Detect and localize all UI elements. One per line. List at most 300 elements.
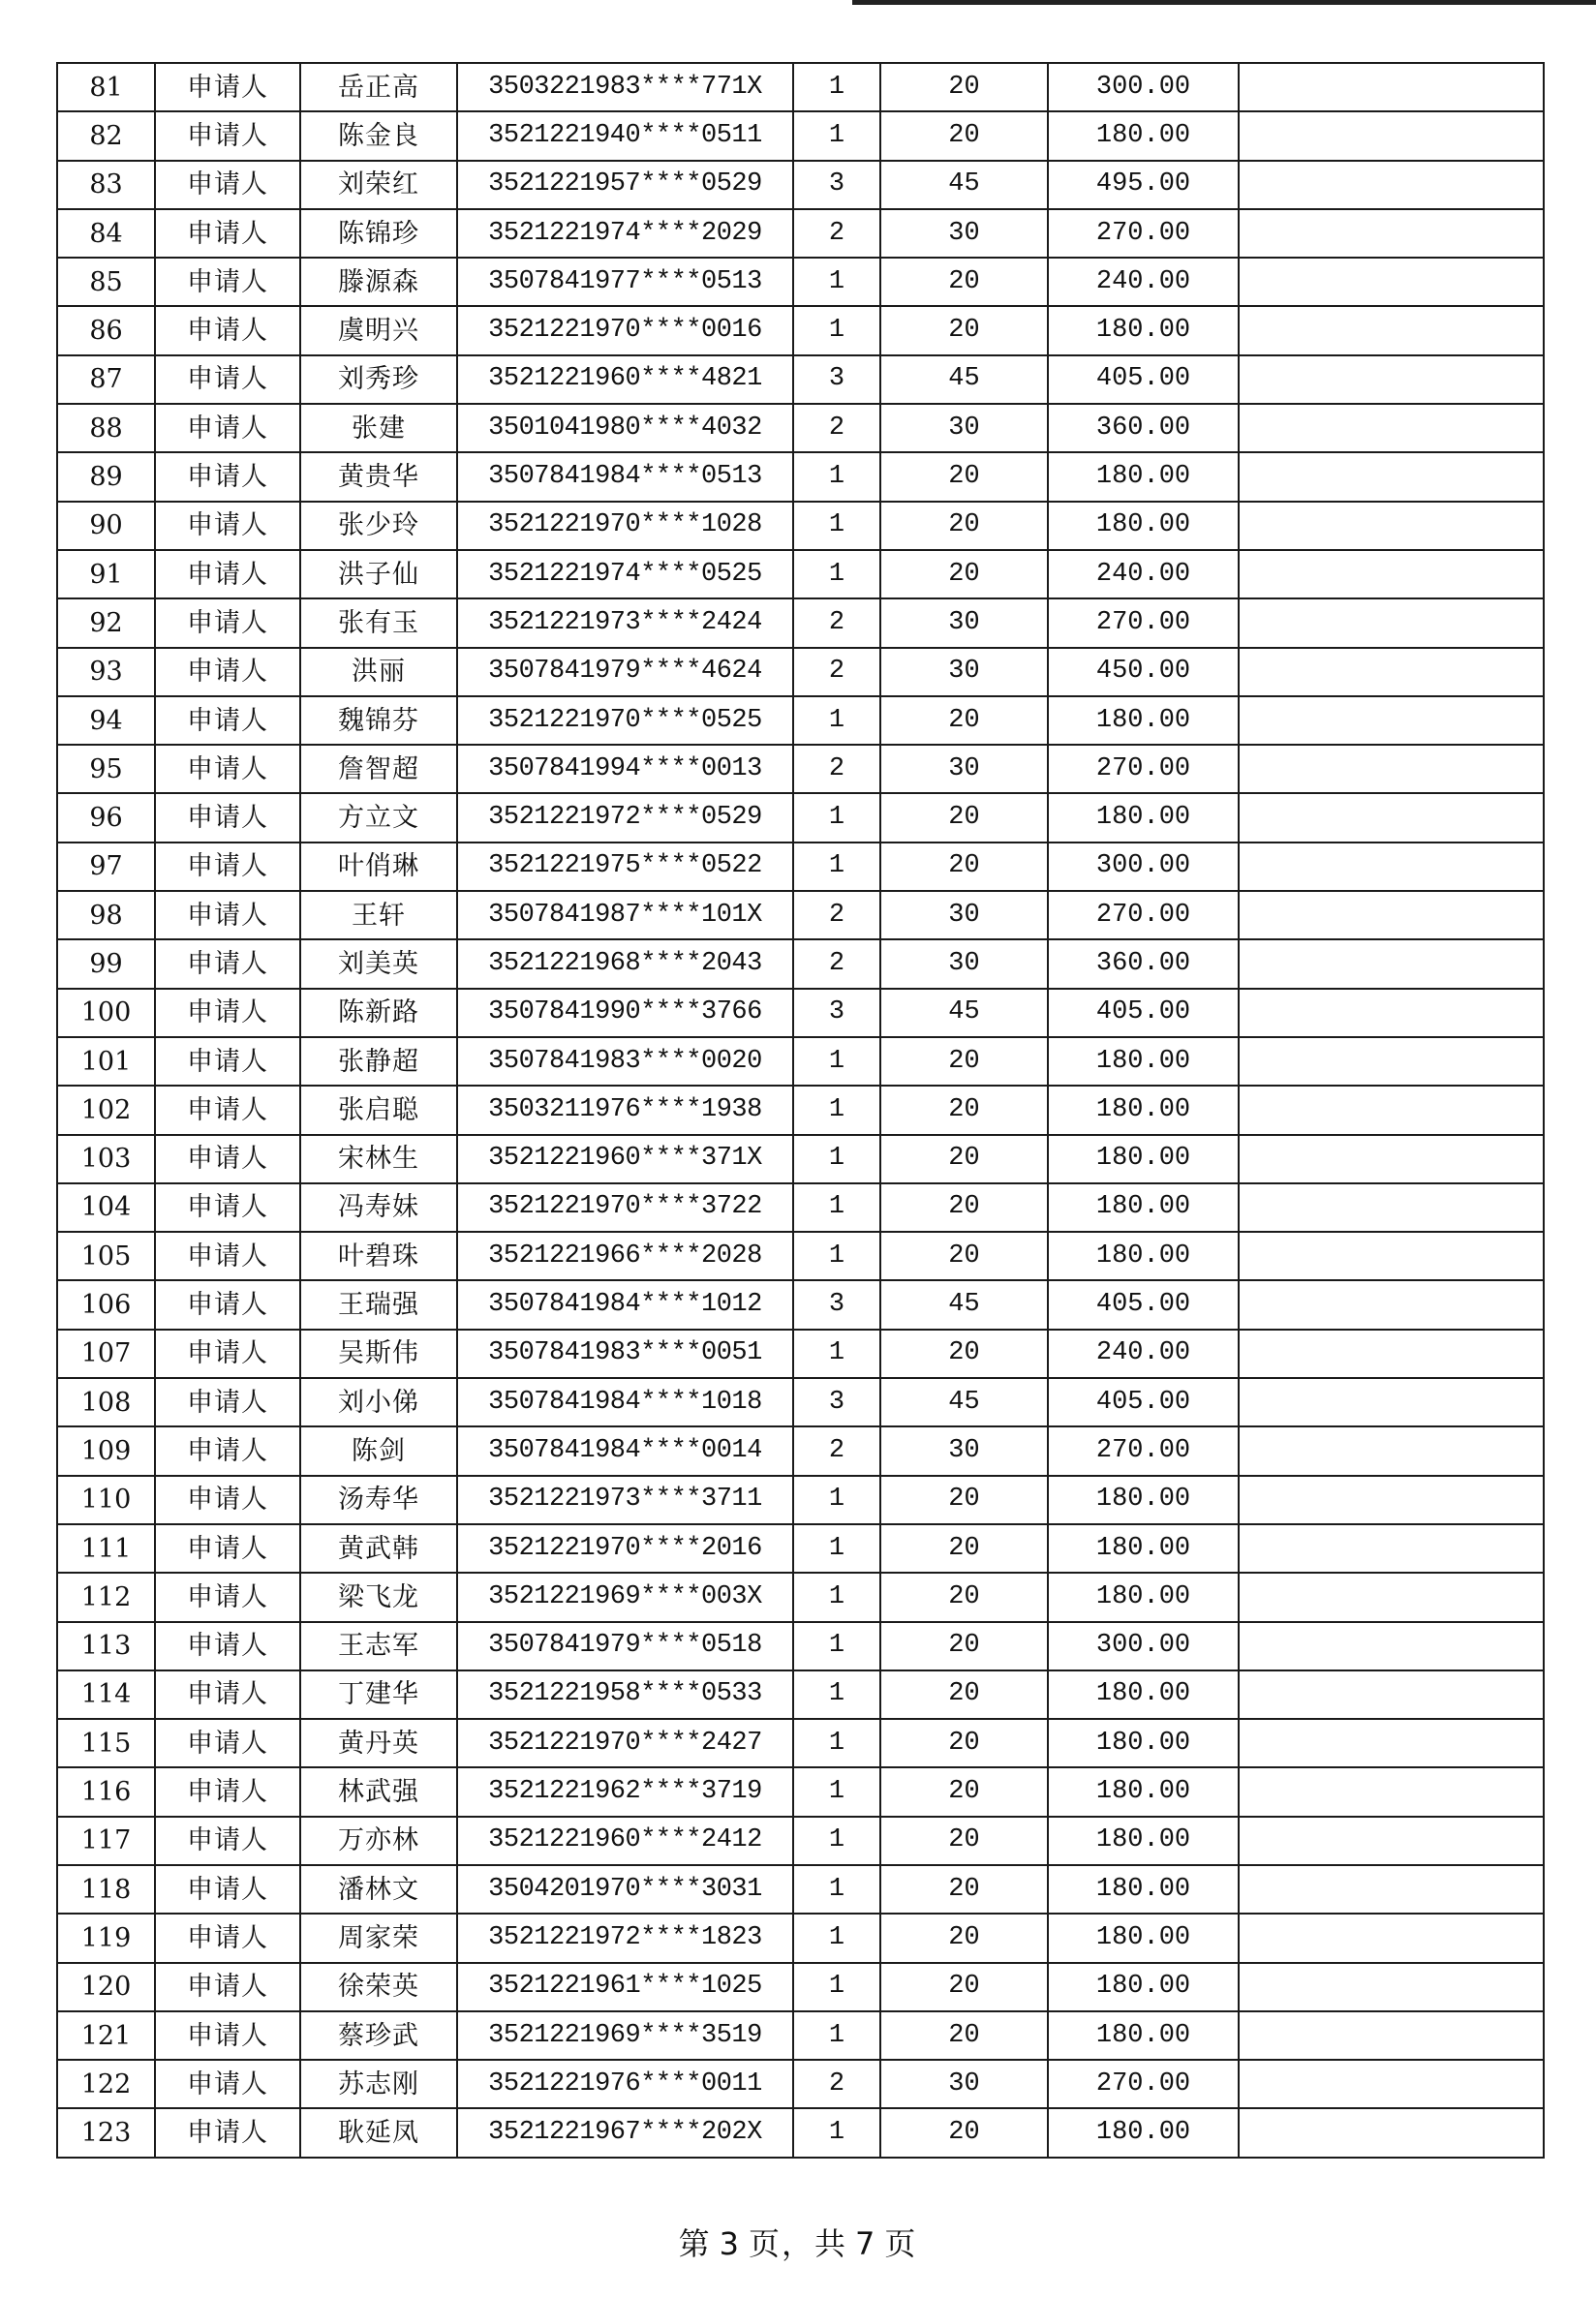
amount-cell: 360.00 [1048, 939, 1239, 988]
name-cell: 魏锦芬 [300, 696, 457, 745]
remarks-cell [1239, 1378, 1544, 1426]
quantity-cell: 20 [880, 1767, 1048, 1816]
quantity-cell: 45 [880, 355, 1048, 404]
role-cell: 申请人 [155, 843, 300, 891]
role-cell: 申请人 [155, 258, 300, 306]
row-index: 104 [57, 1183, 155, 1232]
role-cell: 申请人 [155, 1865, 300, 1914]
remarks-cell [1239, 1622, 1544, 1670]
quantity-cell: 20 [880, 1037, 1048, 1086]
id-number-cell: 3507841983****0051 [457, 1330, 793, 1378]
table-row [57, 355, 1544, 404]
row-index: 86 [57, 306, 155, 354]
table-row [57, 1135, 1544, 1183]
row-index: 82 [57, 111, 155, 160]
quantity-cell: 20 [880, 258, 1048, 306]
id-number-cell: 3521221940****0511 [457, 111, 793, 160]
role-cell: 申请人 [155, 793, 300, 842]
amount-cell: 240.00 [1048, 1330, 1239, 1378]
quantity-cell: 20 [880, 1622, 1048, 1670]
name-cell: 蔡珍武 [300, 2011, 457, 2060]
table-row [57, 306, 1544, 354]
amount-cell: 270.00 [1048, 2060, 1239, 2108]
name-cell: 耿延凤 [300, 2108, 457, 2157]
remarks-cell [1239, 1963, 1544, 2011]
count-cell: 1 [793, 1524, 880, 1573]
amount-cell: 180.00 [1048, 1232, 1239, 1280]
id-number-cell: 3521221973****3711 [457, 1476, 793, 1524]
remarks-cell [1239, 1817, 1544, 1865]
table-row [57, 1086, 1544, 1134]
name-cell: 潘林文 [300, 1865, 457, 1914]
quantity-cell: 45 [880, 1280, 1048, 1329]
amount-cell: 180.00 [1048, 1914, 1239, 1962]
quantity-cell: 20 [880, 63, 1048, 111]
amount-cell: 240.00 [1048, 550, 1239, 598]
remarks-cell [1239, 745, 1544, 793]
row-index: 112 [57, 1573, 155, 1621]
table-row [57, 1622, 1544, 1670]
table-row [57, 2108, 1544, 2157]
row-index: 90 [57, 502, 155, 550]
count-cell: 1 [793, 1330, 880, 1378]
id-number-cell: 3521221970****0525 [457, 696, 793, 745]
count-cell: 1 [793, 1865, 880, 1914]
quantity-cell: 20 [880, 1524, 1048, 1573]
role-cell: 申请人 [155, 1280, 300, 1329]
id-number-cell: 3501041980****4032 [457, 404, 793, 452]
amount-cell: 405.00 [1048, 989, 1239, 1037]
row-index: 103 [57, 1135, 155, 1183]
remarks-cell [1239, 793, 1544, 842]
role-cell: 申请人 [155, 1573, 300, 1621]
amount-cell: 300.00 [1048, 843, 1239, 891]
id-number-cell: 3521221966****2028 [457, 1232, 793, 1280]
role-cell: 申请人 [155, 1232, 300, 1280]
table-row [57, 1963, 1544, 2011]
row-index: 115 [57, 1719, 155, 1767]
name-cell: 汤寿华 [300, 1476, 457, 1524]
row-index: 88 [57, 404, 155, 452]
quantity-cell: 30 [880, 209, 1048, 258]
id-number-cell: 3521221970****2427 [457, 1719, 793, 1767]
name-cell: 张有玉 [300, 598, 457, 647]
amount-cell: 180.00 [1048, 1865, 1239, 1914]
remarks-cell [1239, 1865, 1544, 1914]
amount-cell: 180.00 [1048, 502, 1239, 550]
remarks-cell [1239, 1232, 1544, 1280]
table-row [57, 1914, 1544, 1962]
amount-cell: 180.00 [1048, 452, 1239, 501]
id-number-cell: 3521221958****0533 [457, 1670, 793, 1719]
row-index: 123 [57, 2108, 155, 2157]
remarks-cell [1239, 1719, 1544, 1767]
quantity-cell: 30 [880, 1426, 1048, 1475]
role-cell: 申请人 [155, 209, 300, 258]
remarks-cell [1239, 1914, 1544, 1962]
count-cell: 1 [793, 843, 880, 891]
top-scan-edge [852, 0, 1596, 5]
table-row [57, 258, 1544, 306]
row-index: 122 [57, 2060, 155, 2108]
remarks-cell [1239, 1280, 1544, 1329]
remarks-cell [1239, 1330, 1544, 1378]
name-cell: 刘荣红 [300, 161, 457, 209]
role-cell: 申请人 [155, 939, 300, 988]
name-cell: 张建 [300, 404, 457, 452]
quantity-cell: 20 [880, 2108, 1048, 2157]
name-cell: 洪子仙 [300, 550, 457, 598]
row-index: 117 [57, 1817, 155, 1865]
row-index: 101 [57, 1037, 155, 1086]
amount-cell: 240.00 [1048, 258, 1239, 306]
count-cell: 3 [793, 989, 880, 1037]
role-cell: 申请人 [155, 1524, 300, 1573]
id-number-cell: 3504201970****3031 [457, 1865, 793, 1914]
remarks-cell [1239, 648, 1544, 696]
amount-cell: 180.00 [1048, 2011, 1239, 2060]
quantity-cell: 20 [880, 1914, 1048, 1962]
amount-cell: 405.00 [1048, 1280, 1239, 1329]
id-number-cell: 3507841984****0513 [457, 452, 793, 501]
name-cell: 王志军 [300, 1622, 457, 1670]
row-index: 111 [57, 1524, 155, 1573]
row-index: 93 [57, 648, 155, 696]
name-cell: 张启聪 [300, 1086, 457, 1134]
role-cell: 申请人 [155, 63, 300, 111]
name-cell: 苏志刚 [300, 2060, 457, 2108]
id-number-cell: 3507841984****0014 [457, 1426, 793, 1475]
count-cell: 1 [793, 550, 880, 598]
id-number-cell: 3521221972****1823 [457, 1914, 793, 1962]
table-row [57, 1670, 1544, 1719]
remarks-cell [1239, 1426, 1544, 1475]
role-cell: 申请人 [155, 1719, 300, 1767]
name-cell: 陈金良 [300, 111, 457, 160]
amount-cell: 180.00 [1048, 1524, 1239, 1573]
name-cell: 洪丽 [300, 648, 457, 696]
count-cell: 1 [793, 1037, 880, 1086]
remarks-cell [1239, 1037, 1544, 1086]
count-cell: 2 [793, 648, 880, 696]
amount-cell: 180.00 [1048, 1573, 1239, 1621]
count-cell: 1 [793, 1719, 880, 1767]
amount-cell: 180.00 [1048, 1767, 1239, 1816]
role-cell: 申请人 [155, 452, 300, 501]
count-cell: 1 [793, 1914, 880, 1962]
count-cell: 1 [793, 452, 880, 501]
quantity-cell: 45 [880, 1378, 1048, 1426]
name-cell: 叶俏琳 [300, 843, 457, 891]
table-row [57, 1767, 1544, 1816]
id-number-cell: 3507841990****3766 [457, 989, 793, 1037]
role-cell: 申请人 [155, 648, 300, 696]
table-row [57, 793, 1544, 842]
remarks-cell [1239, 1476, 1544, 1524]
count-cell: 1 [793, 111, 880, 160]
id-number-cell: 3521221960****4821 [457, 355, 793, 404]
name-cell: 黄贵华 [300, 452, 457, 501]
remarks-cell [1239, 502, 1544, 550]
quantity-cell: 20 [880, 1183, 1048, 1232]
id-number-cell: 3521221969****3519 [457, 2011, 793, 2060]
table-row [57, 2060, 1544, 2108]
row-index: 113 [57, 1622, 155, 1670]
amount-cell: 180.00 [1048, 1086, 1239, 1134]
id-number-cell: 3521221974****2029 [457, 209, 793, 258]
quantity-cell: 20 [880, 1573, 1048, 1621]
id-number-cell: 3521221970****2016 [457, 1524, 793, 1573]
amount-cell: 180.00 [1048, 1183, 1239, 1232]
table-row [57, 1817, 1544, 1865]
amount-cell: 300.00 [1048, 1622, 1239, 1670]
amount-cell: 300.00 [1048, 63, 1239, 111]
quantity-cell: 20 [880, 843, 1048, 891]
count-cell: 1 [793, 1670, 880, 1719]
table-row [57, 598, 1544, 647]
remarks-cell [1239, 2011, 1544, 2060]
count-cell: 1 [793, 1963, 880, 2011]
count-cell: 2 [793, 2060, 880, 2108]
count-cell: 2 [793, 404, 880, 452]
table-row [57, 1037, 1544, 1086]
table-row [57, 1378, 1544, 1426]
count-cell: 1 [793, 1476, 880, 1524]
amount-cell: 180.00 [1048, 793, 1239, 842]
name-cell: 黄丹英 [300, 1719, 457, 1767]
id-number-cell: 3503211976****1938 [457, 1086, 793, 1134]
quantity-cell: 45 [880, 161, 1048, 209]
count-cell: 1 [793, 502, 880, 550]
amount-cell: 180.00 [1048, 2108, 1239, 2157]
count-cell: 1 [793, 1817, 880, 1865]
quantity-cell: 20 [880, 502, 1048, 550]
count-cell: 2 [793, 598, 880, 647]
table-row [57, 550, 1544, 598]
row-index: 108 [57, 1378, 155, 1426]
id-number-cell: 3521221960****371X [457, 1135, 793, 1183]
quantity-cell: 45 [880, 989, 1048, 1037]
count-cell: 1 [793, 258, 880, 306]
table-row [57, 1426, 1544, 1475]
quantity-cell: 30 [880, 939, 1048, 988]
name-cell: 王瑞强 [300, 1280, 457, 1329]
count-cell: 2 [793, 745, 880, 793]
role-cell: 申请人 [155, 1037, 300, 1086]
name-cell: 冯寿妹 [300, 1183, 457, 1232]
id-number-cell: 3521221974****0525 [457, 550, 793, 598]
name-cell: 刘美英 [300, 939, 457, 988]
count-cell: 1 [793, 1183, 880, 1232]
id-number-cell: 3521221972****0529 [457, 793, 793, 842]
role-cell: 申请人 [155, 2060, 300, 2108]
quantity-cell: 20 [880, 1719, 1048, 1767]
quantity-cell: 20 [880, 452, 1048, 501]
id-number-cell: 3521221962****3719 [457, 1767, 793, 1816]
role-cell: 申请人 [155, 111, 300, 160]
id-number-cell: 3507841984****1018 [457, 1378, 793, 1426]
quantity-cell: 30 [880, 648, 1048, 696]
name-cell: 梁飞龙 [300, 1573, 457, 1621]
amount-cell: 180.00 [1048, 1476, 1239, 1524]
name-cell: 吴斯伟 [300, 1330, 457, 1378]
table-row [57, 2011, 1544, 2060]
role-cell: 申请人 [155, 1670, 300, 1719]
table-row [57, 696, 1544, 745]
id-number-cell: 3521221973****2424 [457, 598, 793, 647]
remarks-cell [1239, 209, 1544, 258]
id-number-cell: 3521221960****2412 [457, 1817, 793, 1865]
remarks-cell [1239, 355, 1544, 404]
name-cell: 滕源森 [300, 258, 457, 306]
amount-cell: 270.00 [1048, 891, 1239, 939]
quantity-cell: 20 [880, 1330, 1048, 1378]
applicant-table-body [57, 63, 1544, 2158]
table-row [57, 452, 1544, 501]
count-cell: 1 [793, 1086, 880, 1134]
count-cell: 2 [793, 939, 880, 988]
role-cell: 申请人 [155, 2011, 300, 2060]
footer-total-pages: 7 [855, 2225, 877, 2262]
row-index: 105 [57, 1232, 155, 1280]
quantity-cell: 20 [880, 1476, 1048, 1524]
count-cell: 3 [793, 161, 880, 209]
count-cell: 2 [793, 1426, 880, 1475]
role-cell: 申请人 [155, 989, 300, 1037]
role-cell: 申请人 [155, 161, 300, 209]
amount-cell: 450.00 [1048, 648, 1239, 696]
count-cell: 1 [793, 306, 880, 354]
amount-cell: 180.00 [1048, 111, 1239, 160]
row-index: 94 [57, 696, 155, 745]
role-cell: 申请人 [155, 1183, 300, 1232]
id-number-cell: 3521221961****1025 [457, 1963, 793, 2011]
row-index: 119 [57, 1914, 155, 1962]
id-number-cell: 3521221970****0016 [457, 306, 793, 354]
amount-cell: 270.00 [1048, 598, 1239, 647]
row-index: 87 [57, 355, 155, 404]
name-cell: 岳正高 [300, 63, 457, 111]
name-cell: 虞明兴 [300, 306, 457, 354]
role-cell: 申请人 [155, 1914, 300, 1962]
table-row [57, 161, 1544, 209]
name-cell: 詹智超 [300, 745, 457, 793]
amount-cell: 180.00 [1048, 1670, 1239, 1719]
table-row [57, 209, 1544, 258]
name-cell: 张静超 [300, 1037, 457, 1086]
row-index: 109 [57, 1426, 155, 1475]
row-index: 92 [57, 598, 155, 647]
id-number-cell: 3521221969****003X [457, 1573, 793, 1621]
row-index: 107 [57, 1330, 155, 1378]
table-row [57, 1865, 1544, 1914]
name-cell: 黄武韩 [300, 1524, 457, 1573]
table-row [57, 939, 1544, 988]
remarks-cell [1239, 1135, 1544, 1183]
remarks-cell [1239, 63, 1544, 111]
remarks-cell [1239, 452, 1544, 501]
name-cell: 陈剑 [300, 1426, 457, 1475]
remarks-cell [1239, 161, 1544, 209]
table-row [57, 989, 1544, 1037]
footer-suffix: 页 [884, 2225, 918, 2262]
count-cell: 1 [793, 1135, 880, 1183]
remarks-cell [1239, 1524, 1544, 1573]
count-cell: 1 [793, 1622, 880, 1670]
row-index: 95 [57, 745, 155, 793]
amount-cell: 180.00 [1048, 696, 1239, 745]
id-number-cell: 3507841983****0020 [457, 1037, 793, 1086]
id-number-cell: 3521221957****0529 [457, 161, 793, 209]
remarks-cell [1239, 1767, 1544, 1816]
remarks-cell [1239, 1573, 1544, 1621]
id-number-cell: 3521221967****202X [457, 2108, 793, 2157]
id-number-cell: 3507841994****0013 [457, 745, 793, 793]
role-cell: 申请人 [155, 1378, 300, 1426]
footer-prefix: 第 [678, 2225, 712, 2262]
row-index: 96 [57, 793, 155, 842]
table-row [57, 404, 1544, 452]
name-cell: 万亦林 [300, 1817, 457, 1865]
table-row [57, 111, 1544, 160]
remarks-cell [1239, 939, 1544, 988]
remarks-cell [1239, 1183, 1544, 1232]
remarks-cell [1239, 2060, 1544, 2108]
id-number-cell: 3521221970****1028 [457, 502, 793, 550]
quantity-cell: 30 [880, 745, 1048, 793]
role-cell: 申请人 [155, 1767, 300, 1816]
row-index: 81 [57, 63, 155, 111]
table-row [57, 502, 1544, 550]
name-cell: 王轩 [300, 891, 457, 939]
quantity-cell: 20 [880, 1865, 1048, 1914]
role-cell: 申请人 [155, 404, 300, 452]
role-cell: 申请人 [155, 1086, 300, 1134]
amount-cell: 270.00 [1048, 1426, 1239, 1475]
amount-cell: 405.00 [1048, 355, 1239, 404]
amount-cell: 405.00 [1048, 1378, 1239, 1426]
row-index: 106 [57, 1280, 155, 1329]
count-cell: 1 [793, 1573, 880, 1621]
role-cell: 申请人 [155, 1817, 300, 1865]
id-number-cell: 3521221976****0011 [457, 2060, 793, 2108]
name-cell: 张少玲 [300, 502, 457, 550]
role-cell: 申请人 [155, 1330, 300, 1378]
quantity-cell: 20 [880, 2011, 1048, 2060]
id-number-cell: 3521221970****3722 [457, 1183, 793, 1232]
row-index: 89 [57, 452, 155, 501]
table-row [57, 1719, 1544, 1767]
row-index: 114 [57, 1670, 155, 1719]
quantity-cell: 20 [880, 793, 1048, 842]
remarks-cell [1239, 1670, 1544, 1719]
remarks-cell [1239, 696, 1544, 745]
row-index: 110 [57, 1476, 155, 1524]
row-index: 83 [57, 161, 155, 209]
amount-cell: 180.00 [1048, 1817, 1239, 1865]
id-number-cell: 3521221975****0522 [457, 843, 793, 891]
id-number-cell: 3507841979****4624 [457, 648, 793, 696]
table-row [57, 1183, 1544, 1232]
role-cell: 申请人 [155, 1476, 300, 1524]
page-footer [0, 2220, 1596, 2264]
role-cell: 申请人 [155, 550, 300, 598]
row-index: 85 [57, 258, 155, 306]
id-number-cell: 3507841984****1012 [457, 1280, 793, 1329]
role-cell: 申请人 [155, 696, 300, 745]
row-index: 102 [57, 1086, 155, 1134]
table-row [57, 1524, 1544, 1573]
